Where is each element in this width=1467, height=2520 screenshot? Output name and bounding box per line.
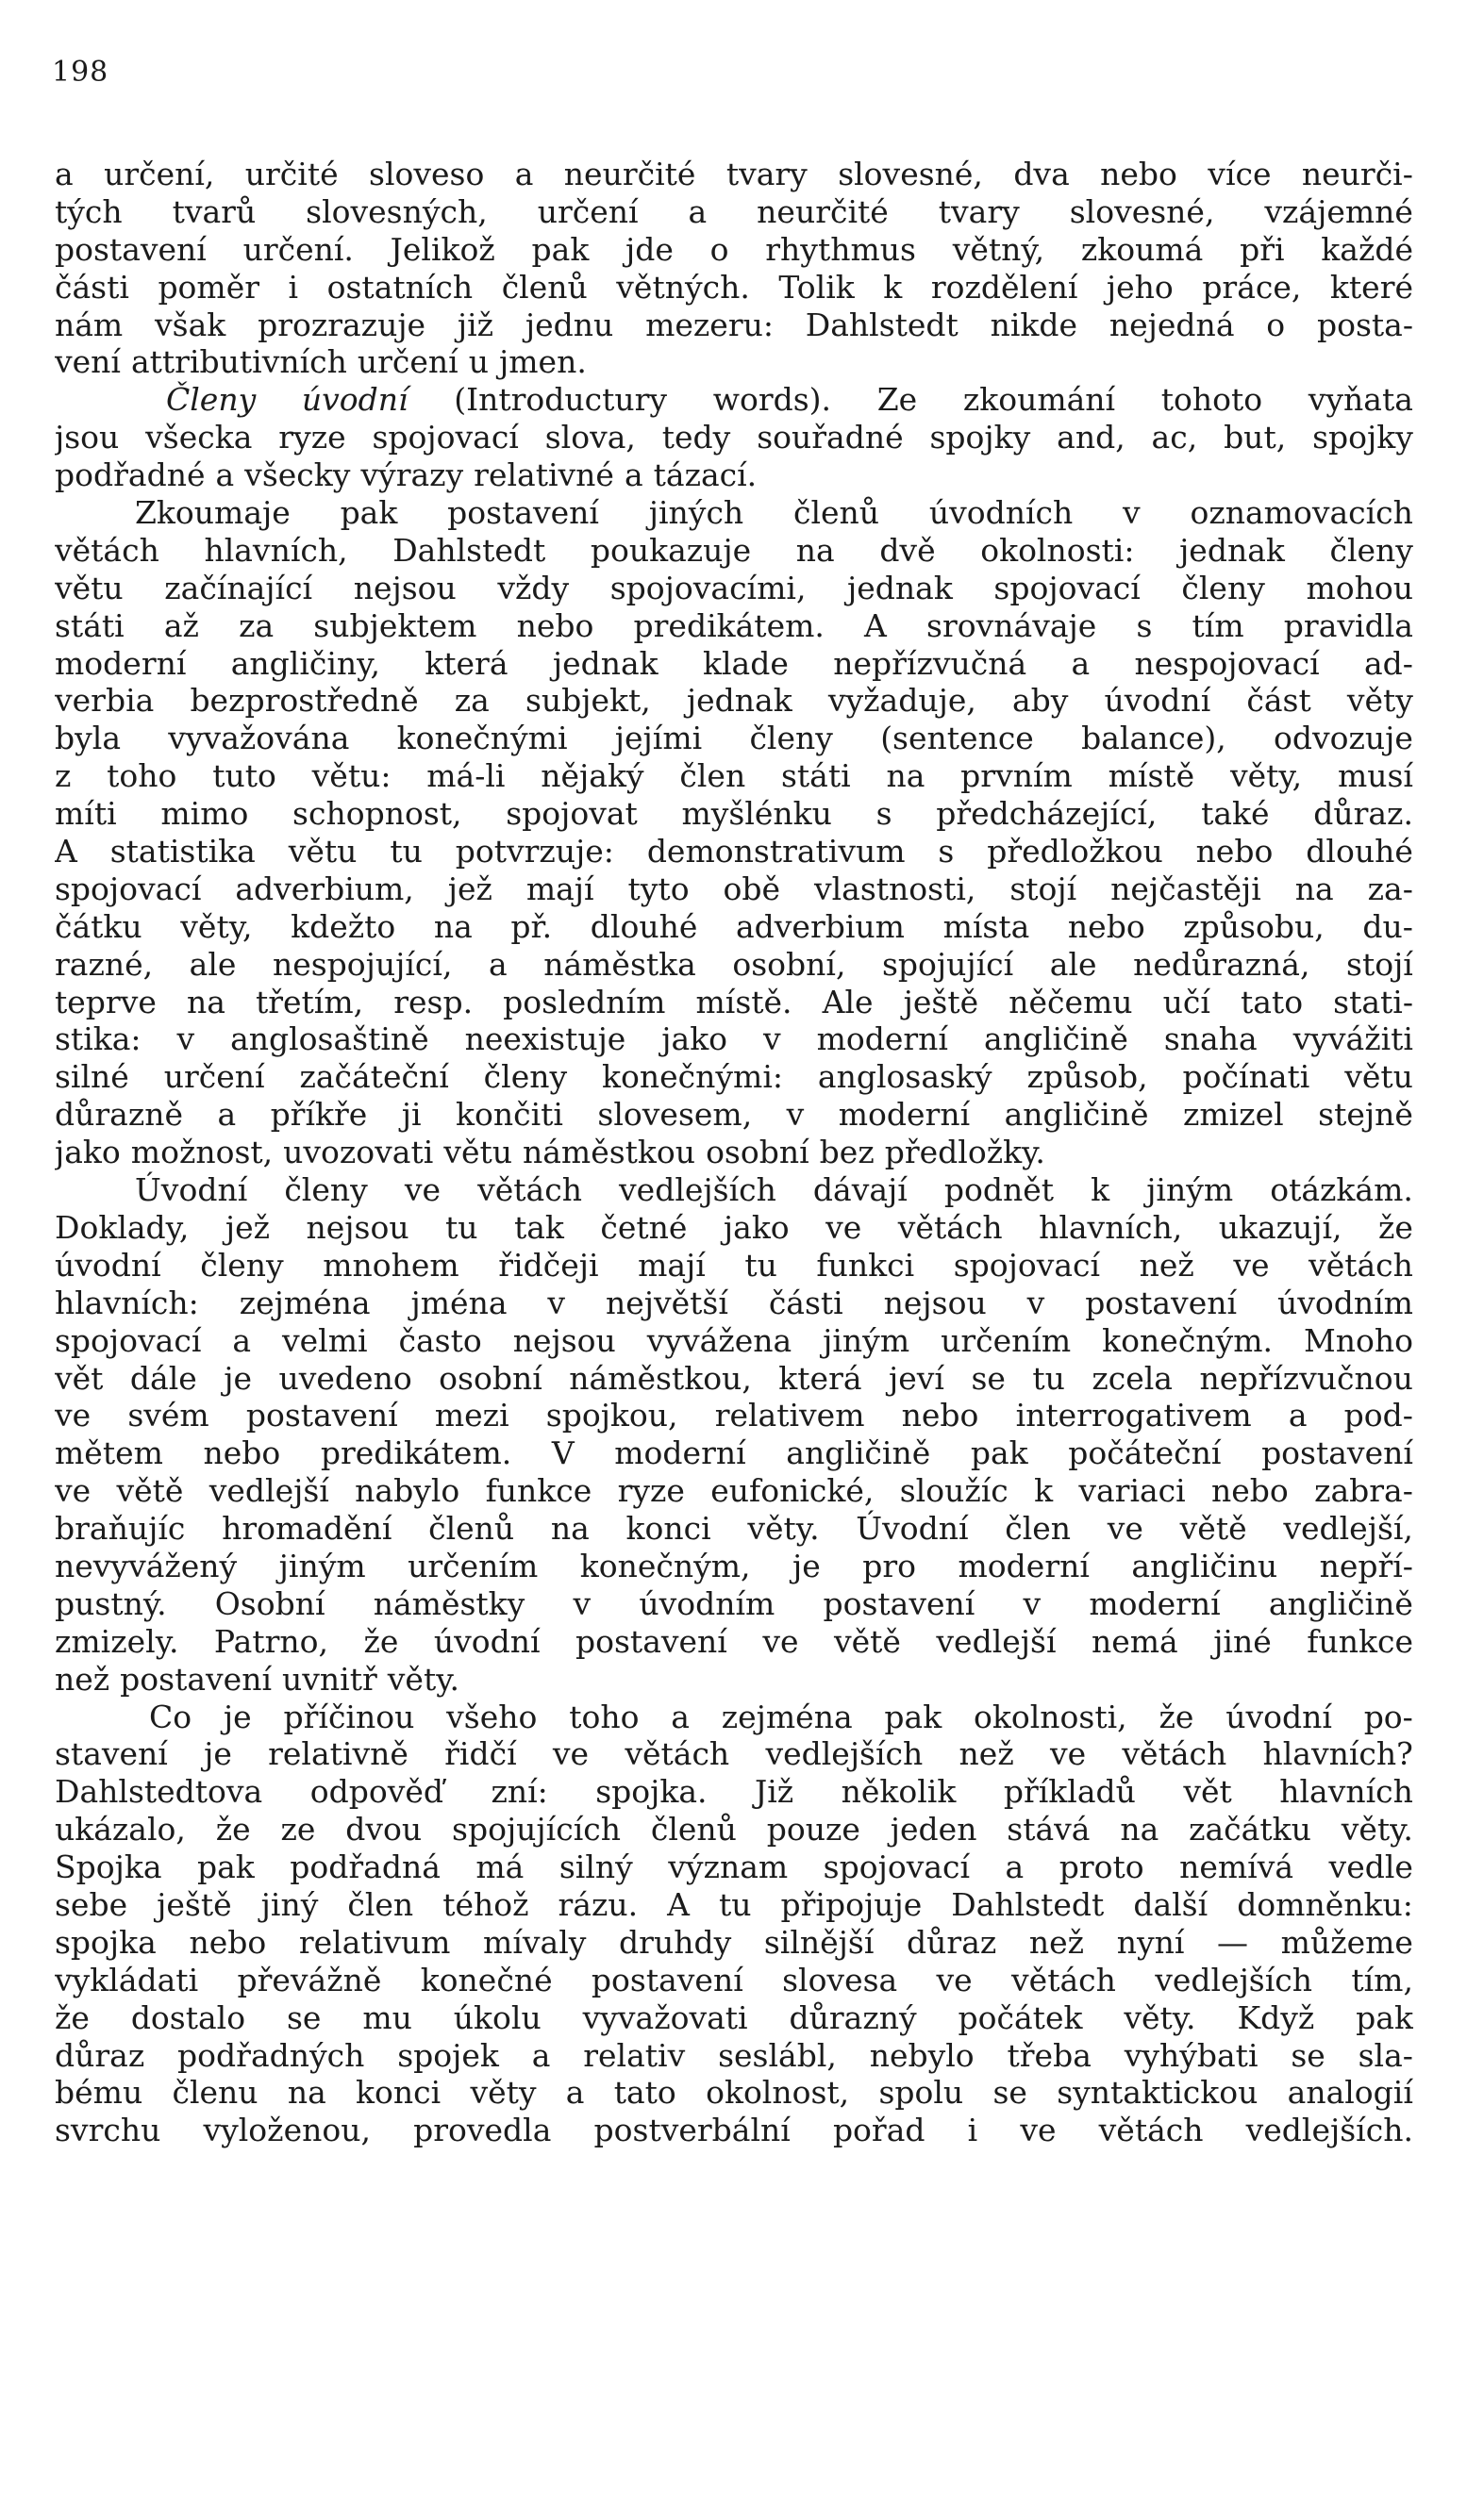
text-line: Co je příčinou všeho toho a zejména pak okolnosti, že úvodní po- (149, 1698, 1413, 1735)
text-line: podřadné a všecky výrazy relativné a tázací. (55, 456, 758, 494)
text-line: jsou všecka ryze spojovací slova, tedy souřadné spojky and, ac, but, spojky (55, 419, 1413, 456)
text-line: Spojka pak podřadná má silný význam spojovací a proto nemívá vedle (55, 1849, 1413, 1886)
text-line: svrchu vyloženou, provedla postverbální pořad i ve větách vedlejších. (55, 2112, 1413, 2149)
text-line: úvodní členy mnohem řidčeji mají tu funkci spojovací než ve větách (55, 1246, 1413, 1284)
text-line: spojovací adverbium, jež mají tyto obě vlastnosti, stojí nejčastěji na za- (55, 870, 1413, 907)
text-line: nevyvážený jiným určením konečným, je pro moderní angličinu nepří- (55, 1547, 1413, 1584)
text-line: stavení je relativně řidčí ve větách vedlejších než ve větách hlavních? (55, 1735, 1413, 1773)
text-line: vět dále je uvedeno osobní náměstkou, která jeví se tu zcela nepřízvučnou (55, 1359, 1413, 1397)
body-text (55, 156, 1413, 2149)
text-line: spojovací a velmi často nejsou vyvážena jiným určením konečným. Mnoho (55, 1321, 1413, 1359)
text-line: Doklady, jež nejsou tu tak četné jako ve větách hlavních, ukazují, že (55, 1208, 1413, 1246)
text-line: silné určení začáteční členy konečnými: anglosaský způsob, počínati větu (55, 1058, 1413, 1096)
text-line: míti mimo schopnost, spojovat myšlénku s předcházející, také důraz. (55, 795, 1413, 833)
text-line: části poměr i ostatních členů větných. Tolik k rozdělení jeho práce, které (55, 268, 1413, 306)
text-line: Zkoumaje pak postavení jiných členů úvodních v oznamovacích (135, 494, 1413, 532)
text-line: zmizely. Patrno, že úvodní postavení ve větě vedlejší nemá jiné funkce (55, 1622, 1413, 1660)
text-line: Dahlstedtova odpověď zní: spojka. Již několik příkladů vět hlavních (55, 1773, 1413, 1811)
text-line: Členy úvodní (Introductury words). Ze zkoumání tohoto vyňata (166, 381, 1413, 419)
text-line: braňujíc hromadění členů na konci věty. Úvodní člen ve větě vedlejší, (55, 1510, 1413, 1548)
text-line: sebe ještě jiný člen téhož rázu. A tu připojuje Dahlstedt další domněnku: (55, 1885, 1413, 1923)
text-line: větách hlavních, Dahlstedt poukazuje na dvě okolnosti: jednak členy (55, 531, 1413, 569)
text-line: razné, ale nespojující, a náměstka osobní, spojující ale nedůrazná, stojí (55, 945, 1413, 983)
text-line: nám však prozrazuje již jednu mezeru: Dahlstedt nikde nejedná o posta- (55, 306, 1413, 343)
text-line: vykládati převážně konečné postavení slovesa ve větách vedlejších tím, (55, 1961, 1413, 1998)
text-line: větu začínající nejsou vždy spojovacími, jednak spojovací členy mohou (55, 569, 1413, 606)
text-line: ukázalo, že ze dvou spojujících členů pouze jeden stává na začátku věty. (55, 1811, 1413, 1849)
text-line: státi až za subjektem nebo predikátem. A srovnávaje s tím pravidla (55, 606, 1413, 644)
text-line: byla vyvažována konečnými jejími členy (sentence balance), odvozuje (55, 720, 1413, 757)
text-line: tých tvarů slovesných, určení a neurčité tvary slovesné, vzájemné (55, 192, 1413, 230)
text-line: z toho tuto větu: má-li nějaký člen státi na prvním místě věty, musí (55, 757, 1413, 795)
text-line: důraz podřadných spojek a relativ seslábl, nebylo třeba vyhýbati se sla- (55, 2036, 1413, 2074)
text-line: pustný. Osobní náměstky v úvodním postavení v moderní angličině (55, 1584, 1413, 1622)
text-line: hlavních: zejména jména v největší části nejsou v postavení úvodním (55, 1284, 1413, 1321)
text-line: A statistika větu tu potvrzuje: demonstrativum s předložkou nebo dlouhé (55, 833, 1413, 870)
text-line: než postavení uvnitř věty. (55, 1660, 459, 1698)
text-line: a určení, určité sloveso a neurčité tvary slovesné, dva nebo více neurči- (55, 156, 1413, 192)
text-line: ve větě vedlejší nabylo funkce ryze eufonické, sloužíc k variaci nebo zabra- (55, 1472, 1413, 1510)
text-line: verbia bezprostředně za subjekt, jednak vyžaduje, aby úvodní část věty (55, 682, 1413, 720)
text-line: čátku věty, kdežto na př. dlouhé adverbium místa nebo způsobu, du- (55, 907, 1413, 945)
text-line: jako možnost, uvozovati větu náměstkou osobní bez předložky. (55, 1134, 1045, 1171)
text-line: mětem nebo predikátem. V moderní angličině pak počáteční postavení (55, 1434, 1413, 1472)
text-line: moderní angličiny, která jednak klade nepřízvučná a nespojovací ad- (55, 644, 1413, 682)
text-line: bému členu na konci věty a tato okolnost, spolu se syntaktickou analogií (55, 2074, 1413, 2112)
text-line: důrazně a příkře ji končiti slovesem, v moderní angličině zmizel stejně (55, 1096, 1413, 1134)
text-line: ve svém postavení mezi spojkou, relativem nebo interrogativem a pod- (55, 1397, 1413, 1434)
text-line: teprve na třetím, resp. posledním místě. Ale ještě něčemu učí tato stati- (55, 983, 1413, 1020)
text-line: spojka nebo relativum mívaly druhdy silnější důraz než nyní — můžeme (55, 1923, 1413, 1961)
text-line: že dostalo se mu úkolu vyvažovati důrazný počátek věty. Když pak (55, 1998, 1413, 2036)
text-line: stika: v anglosaštině neexistuje jako v moderní angličině snaha vyvážiti (55, 1020, 1413, 1058)
text-line: postavení určení. Jelikož pak jde o rhythmus větný, zkoumá při každé (55, 230, 1413, 268)
text-line: Úvodní členy ve větách vedlejších dávají podnět k jiným otázkám. (135, 1171, 1413, 1209)
page-number: 198 (52, 56, 109, 89)
text-line: vení attributivních určení u jmen. (55, 343, 587, 381)
